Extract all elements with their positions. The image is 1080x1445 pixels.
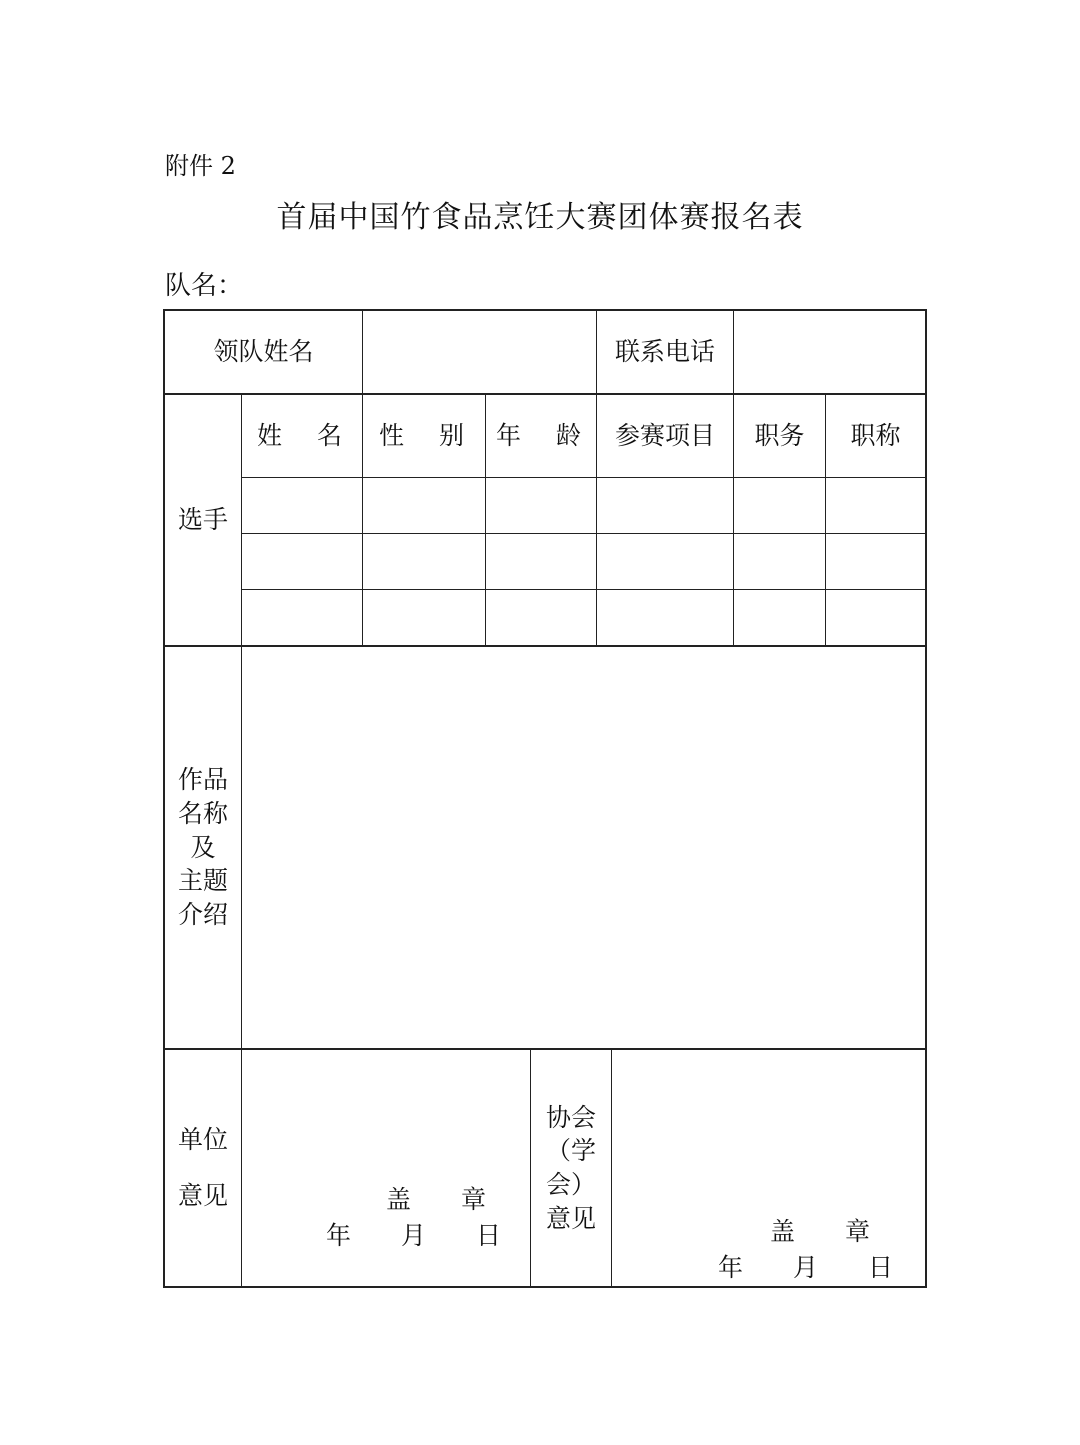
column-header-age: 年 龄 [495, 421, 586, 451]
unit-seal-text: 盖 章 [386, 1185, 487, 1214]
column-header-gender: 性 别 [378, 421, 469, 451]
column-header-event: 参赛项目 [614, 421, 715, 451]
work-intro-field[interactable] [242, 647, 925, 1048]
attachment-number: 附件 2 [165, 152, 236, 180]
phone-label: 联系电话 [614, 337, 715, 367]
association-opinion-label-line: 会） [545, 1170, 596, 1199]
work-intro-label-line: 介绍 [177, 900, 228, 930]
players-label: 选手 [177, 505, 228, 535]
association-date-text: 年 月 日 [718, 1253, 894, 1282]
association-opinion-label [531, 1050, 611, 1286]
leader-name-field[interactable] [363, 311, 596, 393]
column-header-name: 姓 名 [256, 421, 347, 451]
phone-field[interactable] [734, 311, 925, 393]
leader-name-label: 领队姓名 [213, 337, 314, 367]
player-row-3[interactable] [242, 590, 925, 645]
association-opinion-label-line: （学 [545, 1136, 596, 1166]
form-title: 首届中国竹食品烹饪大赛团体赛报名表 [276, 200, 804, 235]
column-header-position: 职务 [754, 421, 805, 451]
unit-opinion-label-line: 单位 [177, 1125, 228, 1155]
player-row-2[interactable] [242, 534, 925, 589]
association-seal-text: 盖 章 [770, 1217, 871, 1246]
association-opinion-label-line: 协会 [545, 1102, 596, 1132]
column-header-title: 职称 [850, 421, 901, 451]
work-intro-label-line: 主题 [177, 866, 228, 896]
work-intro-label-line: 及 [190, 832, 216, 862]
association-opinion-label-line: 意见 [545, 1203, 596, 1233]
table-border-right [925, 309, 927, 1288]
work-intro-label [165, 647, 241, 1048]
unit-date-text: 年 月 日 [326, 1221, 502, 1250]
unit-opinion-label [165, 1050, 241, 1286]
team-name-label: 队名： [165, 271, 244, 301]
work-intro-label-line: 作品 [177, 765, 228, 795]
work-intro-label-line: 名称 [177, 798, 228, 828]
player-row-1[interactable] [242, 478, 925, 533]
table-border-bottom [163, 1286, 927, 1288]
unit-opinion-label-line: 意见 [177, 1181, 228, 1210]
